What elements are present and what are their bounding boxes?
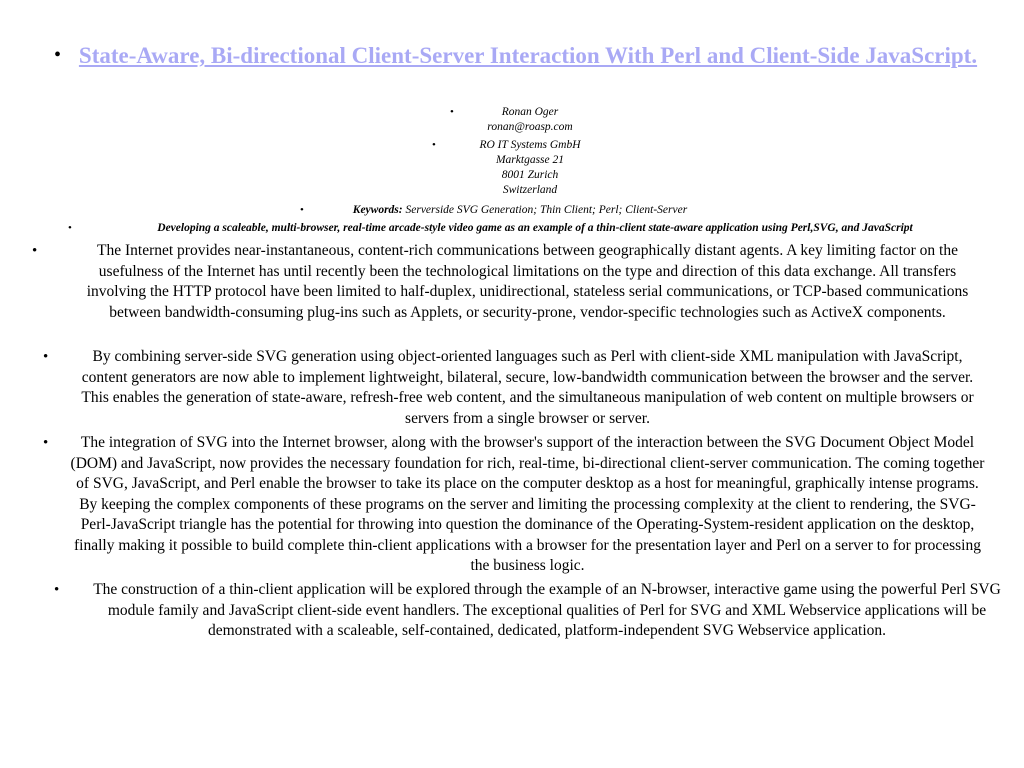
paragraph-item (43, 433, 985, 577)
company-item (420, 138, 640, 198)
paragraph-text: By combining server-side SVG generation using object-oriented languages such as Perl with client-side XML manipulation with JavaScript, content generators are now able to implement lightweight, bilateral, secure, low-bandwidth communication between the browser and the server. This enables the generation of state-aware, refresh-free web content, and the simultaneous manipulation of web content on multiple browsers or servers from a single browser or server. (81, 348, 974, 427)
author-name: Ronan Oger (501, 106, 559, 118)
keywords-item (290, 203, 750, 218)
bullet-icon: • (300, 204, 304, 216)
bullet-icon: • (432, 139, 436, 151)
paragraph-text: The Internet provides near-instantaneous, content-rich communications between geographically distant agents. A key limiting factor on the usefulness of the Internet has until recently been the technological limitations on the type and direction of this data exchange. All transfers involving the HTTP protocol have been limited to half-duplex, unidirectional, stateless serial communications, or TCP-based communications between bandwidth-consuming plug-ins such as Applets, or security-prone, vendor-specific technologies such as ActiveX components. (86, 242, 969, 321)
description-text: Developing a scaleable, multi-browser, real-time arcade-style video game as an example of a thin-client state-aware application using Perl,SVG, and JavaScript (157, 222, 913, 234)
author-email: ronan@roasp.com (487, 121, 573, 133)
keywords-label: Keywords: (352, 204, 403, 216)
title-item (54, 40, 996, 71)
paragraph-item (32, 241, 985, 323)
company-country: Switzerland (502, 184, 558, 196)
author-item (420, 105, 640, 135)
bullet-icon: • (68, 222, 72, 234)
bullet-icon: • (43, 349, 49, 365)
keywords-value: Serverside SVG Generation; Thin Client; Perl; Client-Server (402, 204, 688, 216)
paragraph-item (54, 580, 1024, 642)
bullet-icon: • (54, 44, 62, 66)
bullet-icon: • (450, 106, 454, 118)
company-city: 8001 Zurich (501, 169, 559, 181)
title-link[interactable]: State-Aware, Bi-directional Client-Server Interaction With Perl and Client-Side JavaScript. (78, 43, 978, 68)
bullet-icon: • (43, 435, 49, 451)
bullet-icon: • (32, 243, 38, 259)
paragraph-text: The construction of a thin-client application will be explored through the example of an N-browser, interactive game using the powerful Perl SVG module family and JavaScript client-side event handlers. The exceptional qualities of Perl for SVG and XML Webservice applications will be demonstrated with a scaleable, self-contained, dedicated, platform-independent SVG Webservice application. (93, 581, 1001, 639)
description-item (60, 221, 1010, 236)
paragraph-item (43, 347, 985, 429)
company-name: RO IT Systems GmbH (479, 139, 581, 151)
paragraph-text: The integration of SVG into the Internet browser, along with the browser's support of the interaction between the SVG Document Object Model (DOM) and JavaScript, now provides the necessary foundation for rich, real-time, bi-directional client-server communication. The coming together of SVG, JavaScript, and Perl enable the browser to take its place on the computer desktop as a host for meaningful, graphically intense programs. By keeping the complex components of these programs on the server and limiting the processing complexity at the client to rendering, the SVG-Perl-JavaScript triangle has the potential for throwing into question the dominance of the Operating-System-resident application on the desktop, finally making it possible to build complete thin-client applications with a browser for the presentation layer and Perl on a server to for processing the business logic. (70, 434, 985, 574)
bullet-icon: • (54, 582, 60, 598)
company-street: Marktgasse 21 (495, 154, 565, 166)
